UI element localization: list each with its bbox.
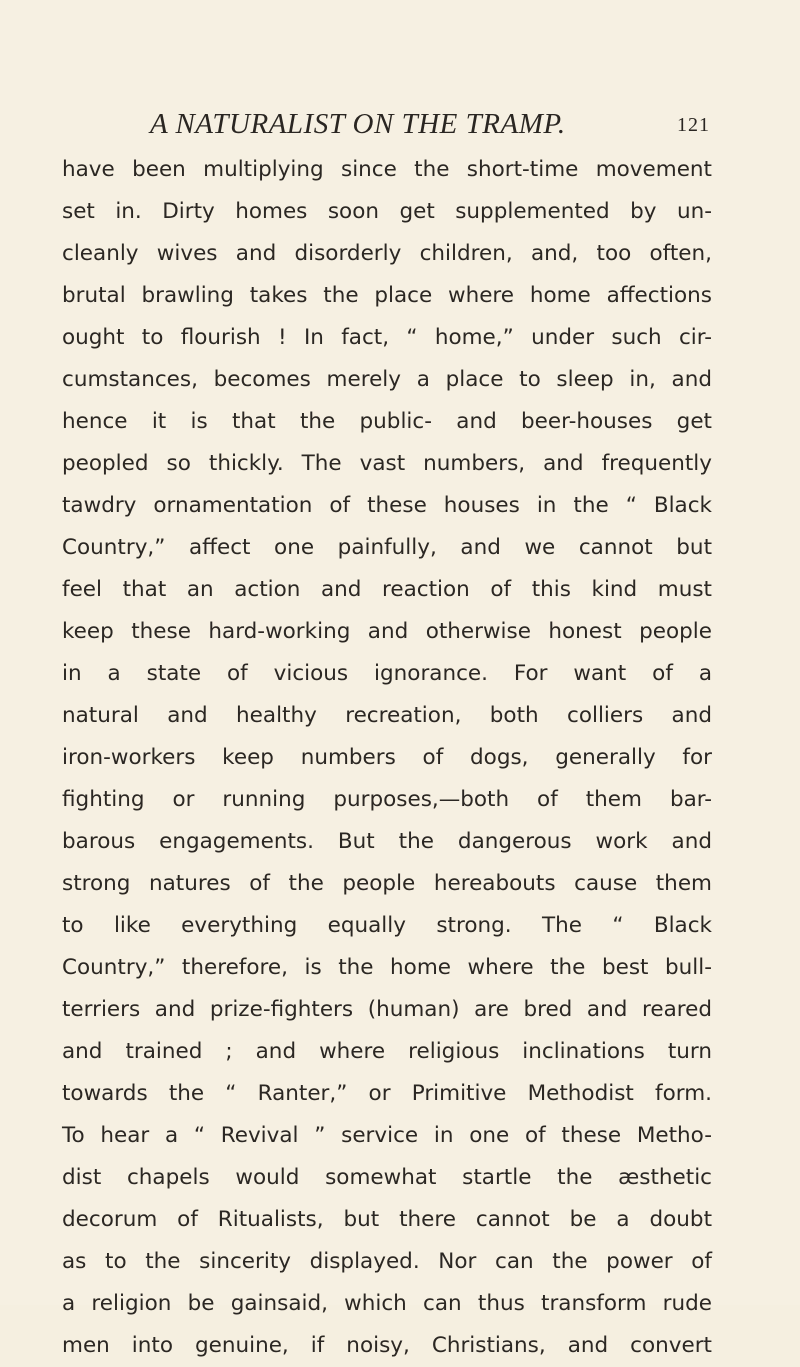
text-line: hence it is that the public- and beer-houses get — [62, 409, 712, 434]
body-text — [62, 149, 712, 1367]
text-line: tawdry ornamentation of these houses in the “ Black — [62, 493, 712, 518]
text-line: decorum of Ritualists, but there cannot be a doubt — [62, 1207, 712, 1232]
running-head — [150, 108, 710, 148]
text-line: iron-workers keep numbers of dogs, generally for — [62, 745, 712, 770]
text-line: ought to flourish ! In fact, “ home,” under such cir- — [62, 325, 712, 350]
text-line: keep these hard-working and otherwise honest people — [62, 619, 712, 644]
text-line: terriers and prize-fighters (human) are bred and reared — [62, 997, 712, 1022]
text-line: men into genuine, if noisy, Christians, and convert — [62, 1333, 712, 1358]
text-line: cumstances, becomes merely a place to sleep in, and — [62, 367, 712, 392]
page-number: 121 — [677, 114, 710, 136]
text-line: feel that an action and reaction of this kind must — [62, 577, 712, 602]
text-line: To hear a “ Revival ” service in one of these Metho- — [62, 1123, 712, 1148]
text-line: in a state of vicious ignorance. For want of a — [62, 661, 712, 686]
text-line: a religion be gainsaid, which can thus transform rude — [62, 1291, 712, 1316]
text-line: brutal brawling takes the place where home affections — [62, 283, 712, 308]
text-line: towards the “ Ranter,” or Primitive Methodist form. — [62, 1081, 712, 1106]
text-line: Country,” affect one painfully, and we cannot but — [62, 535, 712, 560]
text-line: Country,” therefore, is the home where the best bull- — [62, 955, 712, 980]
text-line: natural and healthy recreation, both colliers and — [62, 703, 712, 728]
text-line: fighting or running purposes,—both of them bar- — [62, 787, 712, 812]
text-line: cleanly wives and disorderly children, and, too often, — [62, 241, 712, 266]
text-line: barous engagements. But the dangerous work and — [62, 829, 712, 854]
text-line: peopled so thickly. The vast numbers, and frequently — [62, 451, 712, 476]
text-line: have been multiplying since the short-time movement — [62, 157, 712, 182]
running-title: A NATURALIST ON THE TRAMP. — [150, 108, 566, 140]
text-line: strong natures of the people hereabouts cause them — [62, 871, 712, 896]
text-line: to like everything equally strong. The “ Black — [62, 913, 712, 938]
text-line: dist chapels would somewhat startle the æsthetic — [62, 1165, 712, 1190]
text-line: as to the sincerity displayed. Nor can the power of — [62, 1249, 712, 1274]
text-line: and trained ; and where religious inclinations turn — [62, 1039, 712, 1064]
text-line: set in. Dirty homes soon get supplemented by un- — [62, 199, 712, 224]
